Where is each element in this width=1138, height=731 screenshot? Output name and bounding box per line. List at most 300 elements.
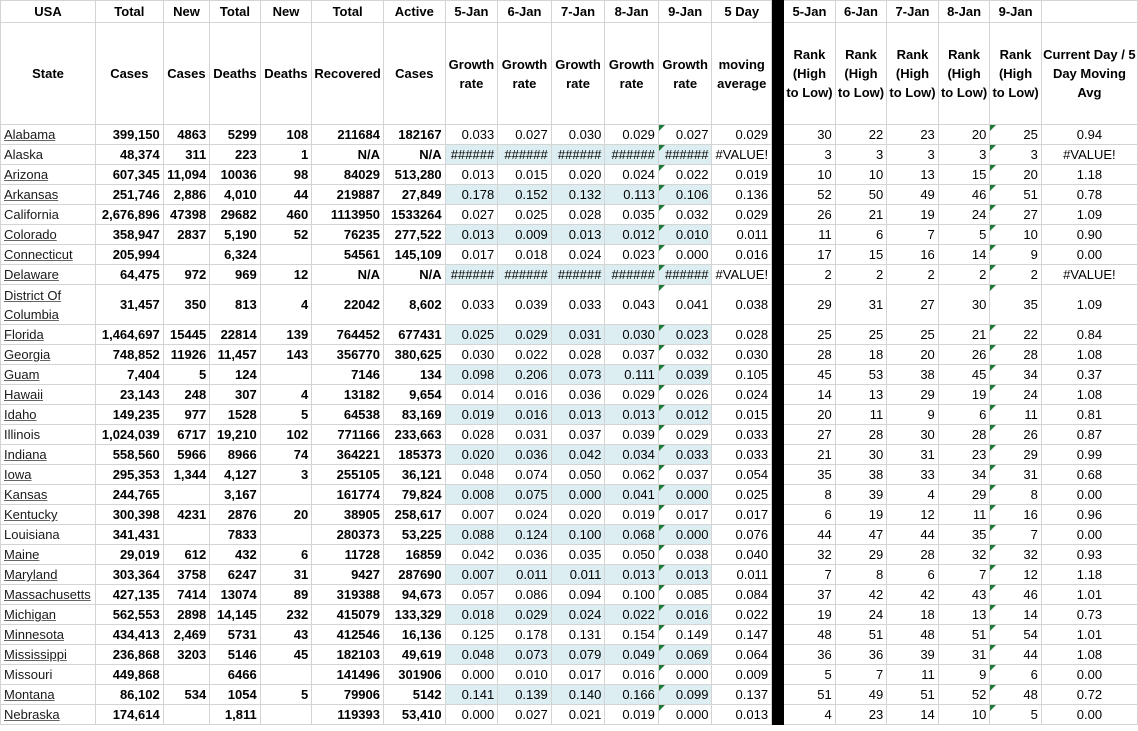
cell-rank-6jan[interactable]: 7	[835, 665, 887, 685]
cell-growth-5jan[interactable]: ######	[445, 265, 498, 285]
cell-new-deaths[interactable]: 6	[260, 545, 312, 565]
cell-growth-8jan[interactable]: 0.041	[605, 485, 659, 505]
cell-active-cases[interactable]: 8,602	[384, 285, 446, 325]
cell-growth-6jan[interactable]: 0.027	[498, 705, 552, 725]
cell-total-cases[interactable]: 86,102	[96, 685, 164, 705]
cell-total-recovered[interactable]: 76235	[312, 225, 384, 245]
cell-new-cases[interactable]: 5966	[163, 445, 209, 465]
cell-total-cases[interactable]: 29,019	[96, 545, 164, 565]
cell-total-cases[interactable]: 7,404	[96, 365, 164, 385]
cell-total-deaths[interactable]: 8966	[210, 445, 261, 465]
cell-rank-8jan[interactable]: 34	[938, 465, 990, 485]
cell-growth-8jan[interactable]: 0.068	[605, 525, 659, 545]
cell-total-deaths[interactable]: 13074	[210, 585, 261, 605]
cell-growth-7jan[interactable]: 0.028	[551, 205, 605, 225]
cell-growth-7jan[interactable]: 0.037	[551, 425, 605, 445]
cell-state[interactable]: Idaho	[1, 405, 96, 425]
cell-growth-7jan[interactable]: 7-Jan	[551, 1, 605, 23]
cell-total-cases[interactable]: 558,560	[96, 445, 164, 465]
cell-new-cases[interactable]: 612	[163, 545, 209, 565]
cell-new-cases[interactable]: 6717	[163, 425, 209, 445]
cell-rank-8jan[interactable]: 13	[938, 605, 990, 625]
cell-moving-average[interactable]: 0.024	[712, 385, 772, 405]
cell-new-cases[interactable]: 248	[163, 385, 209, 405]
cell-moving-average[interactable]: 0.029	[712, 205, 772, 225]
cell-moving-average[interactable]: 0.011	[712, 225, 772, 245]
cell-total-deaths[interactable]: 4,010	[210, 185, 261, 205]
cell-new-cases[interactable]: 3203	[163, 645, 209, 665]
cell-rank-7jan[interactable]: 42	[887, 585, 939, 605]
cell-rank-9jan[interactable]: 28	[990, 345, 1042, 365]
cell-growth-6jan[interactable]: 0.009	[498, 225, 552, 245]
cell-growth-5jan[interactable]: 0.000	[445, 665, 498, 685]
cell-growth-9jan[interactable]: 0.026	[658, 385, 712, 405]
cell-rank-7jan[interactable]: 39	[887, 645, 939, 665]
cell-moving-average[interactable]: 0.025	[712, 485, 772, 505]
cell-growth-7jan[interactable]: 0.013	[551, 405, 605, 425]
cell-rank-5jan[interactable]: 45	[784, 365, 836, 385]
cell-rank-6jan[interactable]: 19	[835, 505, 887, 525]
cell-state[interactable]: Nebraska	[1, 705, 96, 725]
cell-rank-6jan[interactable]: 2	[835, 265, 887, 285]
cell-current-vs-avg[interactable]: 1.18	[1041, 165, 1137, 185]
cell-growth-8jan[interactable]: 0.111	[605, 365, 659, 385]
cell-rank-6jan[interactable]: 31	[835, 285, 887, 325]
cell-growth-7jan[interactable]: 0.000	[551, 485, 605, 505]
cell-rank-5jan[interactable]: 51	[784, 685, 836, 705]
cell-growth-5jan[interactable]: 0.014	[445, 385, 498, 405]
cell-growth-8jan[interactable]: 0.019	[605, 505, 659, 525]
cell-rank-7jan[interactable]: 12	[887, 505, 939, 525]
cell-state[interactable]: Illinois	[1, 425, 96, 445]
cell-total-deaths[interactable]: Total	[210, 1, 261, 23]
cell-growth-9jan[interactable]: ######	[658, 265, 712, 285]
cell-rank-9jan[interactable]: 32	[990, 545, 1042, 565]
cell-total-cases[interactable]: 607,345	[96, 165, 164, 185]
cell-state[interactable]: Montana	[1, 685, 96, 705]
cell-growth-5jan[interactable]: Growth rate	[445, 23, 498, 125]
cell-active-cases[interactable]: N/A	[384, 265, 446, 285]
cell-rank-5jan[interactable]: 11	[784, 225, 836, 245]
cell-growth-7jan[interactable]: Growth rate	[551, 23, 605, 125]
cell-total-recovered[interactable]: 182103	[312, 645, 384, 665]
cell-growth-8jan[interactable]: 0.022	[605, 605, 659, 625]
cell-total-recovered[interactable]: 38905	[312, 505, 384, 525]
cell-state[interactable]: Massachusetts	[1, 585, 96, 605]
cell-rank-8jan[interactable]: 21	[938, 325, 990, 345]
cell-current-vs-avg[interactable]: 0.37	[1041, 365, 1137, 385]
cell-total-deaths[interactable]: 19,210	[210, 425, 261, 445]
cell-new-cases[interactable]: 2,469	[163, 625, 209, 645]
cell-state[interactable]: Colorado	[1, 225, 96, 245]
cell-growth-6jan[interactable]: 0.036	[498, 445, 552, 465]
cell-growth-8jan[interactable]: 0.166	[605, 685, 659, 705]
cell-total-cases[interactable]: 562,553	[96, 605, 164, 625]
cell-total-deaths[interactable]: 223	[210, 145, 261, 165]
cell-new-deaths[interactable]: 5	[260, 405, 312, 425]
cell-moving-average[interactable]: 0.137	[712, 685, 772, 705]
cell-growth-7jan[interactable]: 0.094	[551, 585, 605, 605]
cell-rank-7jan[interactable]: 38	[887, 365, 939, 385]
cell-active-cases[interactable]: 134	[384, 365, 446, 385]
cell-growth-5jan[interactable]: 0.013	[445, 225, 498, 245]
cell-rank-9jan[interactable]: 29	[990, 445, 1042, 465]
cell-total-cases[interactable]: 48,374	[96, 145, 164, 165]
cell-rank-6jan[interactable]: 50	[835, 185, 887, 205]
cell-state[interactable]: Maine	[1, 545, 96, 565]
cell-growth-8jan[interactable]: 0.013	[605, 565, 659, 585]
cell-total-deaths[interactable]: 813	[210, 285, 261, 325]
cell-active-cases[interactable]: 79,824	[384, 485, 446, 505]
cell-state[interactable]: Alaska	[1, 145, 96, 165]
cell-growth-7jan[interactable]: 0.033	[551, 285, 605, 325]
cell-new-cases[interactable]: 972	[163, 265, 209, 285]
cell-rank-9jan[interactable]: 9	[990, 245, 1042, 265]
cell-new-deaths[interactable]	[260, 365, 312, 385]
cell-current-vs-avg[interactable]: 0.99	[1041, 445, 1137, 465]
cell-rank-7jan[interactable]: 48	[887, 625, 939, 645]
cell-state[interactable]: Arizona	[1, 165, 96, 185]
cell-total-recovered[interactable]: 84029	[312, 165, 384, 185]
cell-rank-6jan[interactable]: 38	[835, 465, 887, 485]
cell-total-cases[interactable]: 748,852	[96, 345, 164, 365]
cell-growth-7jan[interactable]: 0.140	[551, 685, 605, 705]
cell-rank-6jan[interactable]: 15	[835, 245, 887, 265]
cell-growth-5jan[interactable]: 0.033	[445, 125, 498, 145]
cell-growth-7jan[interactable]: ######	[551, 265, 605, 285]
cell-rank-6jan[interactable]: 8	[835, 565, 887, 585]
cell-total-recovered[interactable]: 280373	[312, 525, 384, 545]
cell-growth-8jan[interactable]: 0.113	[605, 185, 659, 205]
cell-rank-6jan[interactable]: 3	[835, 145, 887, 165]
cell-rank-9jan[interactable]: 26	[990, 425, 1042, 445]
cell-rank-9jan[interactable]: 46	[990, 585, 1042, 605]
cell-total-cases[interactable]: 205,994	[96, 245, 164, 265]
cell-total-deaths[interactable]: 1054	[210, 685, 261, 705]
cell-growth-5jan[interactable]: 0.178	[445, 185, 498, 205]
cell-active-cases[interactable]: 133,329	[384, 605, 446, 625]
cell-rank-5jan[interactable]: 29	[784, 285, 836, 325]
cell-rank-5jan[interactable]: 48	[784, 625, 836, 645]
cell-rank-5jan[interactable]: 17	[784, 245, 836, 265]
cell-new-deaths[interactable]: 1	[260, 145, 312, 165]
cell-active-cases[interactable]: 83,169	[384, 405, 446, 425]
cell-new-deaths[interactable]: 232	[260, 605, 312, 625]
cell-rank-9jan[interactable]: 12	[990, 565, 1042, 585]
cell-growth-9jan[interactable]: 0.038	[658, 545, 712, 565]
cell-total-deaths[interactable]: 124	[210, 365, 261, 385]
cell-rank-7jan[interactable]: 28	[887, 545, 939, 565]
cell-total-cases[interactable]: 236,868	[96, 645, 164, 665]
cell-rank-9jan[interactable]: 51	[990, 185, 1042, 205]
cell-total-cases[interactable]: 251,746	[96, 185, 164, 205]
cell-growth-7jan[interactable]: 0.020	[551, 505, 605, 525]
cell-new-cases[interactable]	[163, 245, 209, 265]
cell-growth-9jan[interactable]: 0.000	[658, 485, 712, 505]
cell-growth-7jan[interactable]: 0.132	[551, 185, 605, 205]
cell-rank-9jan[interactable]: 20	[990, 165, 1042, 185]
cell-growth-9jan[interactable]: 9-Jan	[658, 1, 712, 23]
cell-rank-8jan[interactable]: 30	[938, 285, 990, 325]
cell-rank-6jan[interactable]: 39	[835, 485, 887, 505]
cell-current-vs-avg[interactable]: 0.78	[1041, 185, 1137, 205]
cell-growth-7jan[interactable]: 0.036	[551, 385, 605, 405]
cell-rank-5jan[interactable]: 52	[784, 185, 836, 205]
cell-rank-7jan[interactable]: 27	[887, 285, 939, 325]
cell-new-cases[interactable]: 4231	[163, 505, 209, 525]
cell-growth-9jan[interactable]: 0.022	[658, 165, 712, 185]
cell-new-deaths[interactable]: 12	[260, 265, 312, 285]
cell-state[interactable]: District Of Columbia	[1, 285, 96, 325]
cell-rank-6jan[interactable]: 24	[835, 605, 887, 625]
cell-growth-6jan[interactable]: 0.029	[498, 325, 552, 345]
cell-growth-6jan[interactable]: 0.025	[498, 205, 552, 225]
cell-total-cases[interactable]: 427,135	[96, 585, 164, 605]
cell-total-recovered[interactable]: N/A	[312, 265, 384, 285]
cell-rank-8jan[interactable]: 45	[938, 365, 990, 385]
cell-total-cases[interactable]: Total	[96, 1, 164, 23]
cell-growth-6jan[interactable]: 0.031	[498, 425, 552, 445]
cell-current-vs-avg[interactable]: 1.09	[1041, 285, 1137, 325]
cell-active-cases[interactable]: 380,625	[384, 345, 446, 365]
cell-state[interactable]: Louisiana	[1, 525, 96, 545]
cell-rank-6jan[interactable]: 30	[835, 445, 887, 465]
cell-growth-5jan[interactable]: 0.007	[445, 505, 498, 525]
cell-current-vs-avg[interactable]: 0.96	[1041, 505, 1137, 525]
cell-current-vs-avg[interactable]: #VALUE!	[1041, 265, 1137, 285]
cell-growth-5jan[interactable]: 0.000	[445, 705, 498, 725]
cell-new-cases[interactable]: 47398	[163, 205, 209, 225]
cell-rank-9jan[interactable]: 2	[990, 265, 1042, 285]
cell-growth-7jan[interactable]: 0.030	[551, 125, 605, 145]
cell-growth-8jan[interactable]: 8-Jan	[605, 1, 659, 23]
cell-active-cases[interactable]: N/A	[384, 145, 446, 165]
cell-active-cases[interactable]: 53,225	[384, 525, 446, 545]
cell-total-recovered[interactable]: 141496	[312, 665, 384, 685]
cell-moving-average[interactable]: 0.030	[712, 345, 772, 365]
cell-growth-9jan[interactable]: 0.000	[658, 705, 712, 725]
cell-current-vs-avg[interactable]	[1041, 1, 1137, 23]
cell-growth-7jan[interactable]: 0.028	[551, 345, 605, 365]
cell-new-deaths[interactable]	[260, 485, 312, 505]
cell-moving-average[interactable]: 0.064	[712, 645, 772, 665]
cell-total-cases[interactable]: 303,364	[96, 565, 164, 585]
cell-total-cases[interactable]: 341,431	[96, 525, 164, 545]
cell-rank-8jan[interactable]: 51	[938, 625, 990, 645]
cell-total-deaths[interactable]: 11,457	[210, 345, 261, 365]
cell-new-cases[interactable]: 2898	[163, 605, 209, 625]
cell-rank-5jan[interactable]: 10	[784, 165, 836, 185]
cell-rank-6jan[interactable]: 51	[835, 625, 887, 645]
cell-moving-average[interactable]: 0.033	[712, 445, 772, 465]
cell-moving-average[interactable]: 0.022	[712, 605, 772, 625]
cell-current-vs-avg[interactable]: 0.90	[1041, 225, 1137, 245]
cell-moving-average[interactable]: 0.009	[712, 665, 772, 685]
cell-growth-8jan[interactable]: 0.013	[605, 405, 659, 425]
cell-state[interactable]: Hawaii	[1, 385, 96, 405]
cell-total-deaths[interactable]: 5,190	[210, 225, 261, 245]
cell-total-cases[interactable]: 399,150	[96, 125, 164, 145]
cell-new-cases[interactable]	[163, 705, 209, 725]
cell-new-deaths[interactable]: New	[260, 1, 312, 23]
cell-new-deaths[interactable]: 45	[260, 645, 312, 665]
cell-total-deaths[interactable]: 22814	[210, 325, 261, 345]
cell-current-vs-avg[interactable]: 0.87	[1041, 425, 1137, 445]
cell-growth-5jan[interactable]: 0.098	[445, 365, 498, 385]
cell-rank-8jan[interactable]: 9	[938, 665, 990, 685]
cell-state[interactable]: Iowa	[1, 465, 96, 485]
cell-new-cases[interactable]: 7414	[163, 585, 209, 605]
cell-new-deaths[interactable]: Deaths	[260, 23, 312, 125]
cell-new-cases[interactable]	[163, 525, 209, 545]
cell-new-cases[interactable]: 534	[163, 685, 209, 705]
cell-total-deaths[interactable]: 7833	[210, 525, 261, 545]
cell-growth-6jan[interactable]: ######	[498, 145, 552, 165]
cell-rank-5jan[interactable]: Rank (High to Low)	[784, 23, 836, 125]
cell-rank-9jan[interactable]: 24	[990, 385, 1042, 405]
cell-rank-5jan[interactable]: 14	[784, 385, 836, 405]
cell-growth-6jan[interactable]: 0.011	[498, 565, 552, 585]
cell-total-recovered[interactable]: 764452	[312, 325, 384, 345]
cell-growth-7jan[interactable]: ######	[551, 145, 605, 165]
cell-total-recovered[interactable]: N/A	[312, 145, 384, 165]
cell-total-cases[interactable]: 23,143	[96, 385, 164, 405]
cell-new-cases[interactable]: New	[163, 1, 209, 23]
cell-growth-6jan[interactable]: ######	[498, 265, 552, 285]
cell-active-cases[interactable]: Active	[384, 1, 446, 23]
cell-current-vs-avg[interactable]: 0.68	[1041, 465, 1137, 485]
cell-current-vs-avg[interactable]: 0.93	[1041, 545, 1137, 565]
cell-rank-9jan[interactable]: 27	[990, 205, 1042, 225]
cell-moving-average[interactable]: 0.084	[712, 585, 772, 605]
cell-total-deaths[interactable]: 5146	[210, 645, 261, 665]
cell-growth-8jan[interactable]: 0.154	[605, 625, 659, 645]
cell-current-vs-avg[interactable]: #VALUE!	[1041, 145, 1137, 165]
cell-total-deaths[interactable]: Deaths	[210, 23, 261, 125]
cell-growth-5jan[interactable]: 0.088	[445, 525, 498, 545]
cell-growth-6jan[interactable]: 0.016	[498, 385, 552, 405]
cell-rank-6jan[interactable]: 22	[835, 125, 887, 145]
cell-rank-5jan[interactable]: 35	[784, 465, 836, 485]
cell-total-cases[interactable]: 358,947	[96, 225, 164, 245]
cell-total-cases[interactable]: 295,353	[96, 465, 164, 485]
cell-active-cases[interactable]: 36,121	[384, 465, 446, 485]
cell-growth-5jan[interactable]: 0.141	[445, 685, 498, 705]
cell-growth-7jan[interactable]: 0.024	[551, 605, 605, 625]
cell-growth-8jan[interactable]: 0.023	[605, 245, 659, 265]
cell-growth-7jan[interactable]: 0.011	[551, 565, 605, 585]
cell-state[interactable]: Minnesota	[1, 625, 96, 645]
cell-growth-6jan[interactable]: 6-Jan	[498, 1, 552, 23]
cell-rank-5jan[interactable]: 8	[784, 485, 836, 505]
cell-growth-6jan[interactable]: 0.029	[498, 605, 552, 625]
cell-new-cases[interactable]: 311	[163, 145, 209, 165]
cell-growth-9jan[interactable]: 0.016	[658, 605, 712, 625]
cell-current-vs-avg[interactable]: 1.01	[1041, 625, 1137, 645]
cell-rank-6jan[interactable]: 36	[835, 645, 887, 665]
cell-growth-9jan[interactable]: ######	[658, 145, 712, 165]
cell-total-recovered[interactable]: 319388	[312, 585, 384, 605]
cell-growth-8jan[interactable]: 0.035	[605, 205, 659, 225]
cell-rank-6jan[interactable]: 49	[835, 685, 887, 705]
cell-total-deaths[interactable]: 432	[210, 545, 261, 565]
cell-rank-8jan[interactable]: 14	[938, 245, 990, 265]
cell-new-deaths[interactable]: 460	[260, 205, 312, 225]
cell-rank-6jan[interactable]: 23	[835, 705, 887, 725]
cell-moving-average[interactable]: 5 Day	[712, 1, 772, 23]
cell-total-recovered[interactable]: 22042	[312, 285, 384, 325]
cell-active-cases[interactable]: 16,136	[384, 625, 446, 645]
cell-moving-average[interactable]: moving average	[712, 23, 772, 125]
cell-growth-5jan[interactable]: 0.028	[445, 425, 498, 445]
cell-total-recovered[interactable]: 255105	[312, 465, 384, 485]
cell-current-vs-avg[interactable]: 1.08	[1041, 645, 1137, 665]
cell-total-deaths[interactable]: 5299	[210, 125, 261, 145]
cell-rank-6jan[interactable]: 6-Jan	[835, 1, 887, 23]
cell-active-cases[interactable]: 94,673	[384, 585, 446, 605]
cell-moving-average[interactable]: 0.040	[712, 545, 772, 565]
cell-state[interactable]: Connecticut	[1, 245, 96, 265]
cell-new-deaths[interactable]	[260, 245, 312, 265]
cell-rank-9jan[interactable]: 7	[990, 525, 1042, 545]
cell-rank-8jan[interactable]: 23	[938, 445, 990, 465]
cell-new-cases[interactable]: 2837	[163, 225, 209, 245]
cell-new-cases[interactable]: 977	[163, 405, 209, 425]
cell-growth-7jan[interactable]: 0.131	[551, 625, 605, 645]
cell-new-cases[interactable]: 5	[163, 365, 209, 385]
cell-rank-9jan[interactable]: 16	[990, 505, 1042, 525]
cell-rank-6jan[interactable]: 21	[835, 205, 887, 225]
cell-total-recovered[interactable]: 161774	[312, 485, 384, 505]
cell-rank-8jan[interactable]: 32	[938, 545, 990, 565]
cell-current-vs-avg[interactable]: 0.72	[1041, 685, 1137, 705]
cell-current-vs-avg[interactable]: 0.73	[1041, 605, 1137, 625]
cell-rank-5jan[interactable]: 20	[784, 405, 836, 425]
cell-growth-5jan[interactable]: 0.020	[445, 445, 498, 465]
cell-new-deaths[interactable]: 98	[260, 165, 312, 185]
cell-growth-8jan[interactable]: 0.030	[605, 325, 659, 345]
cell-rank-5jan[interactable]: 44	[784, 525, 836, 545]
cell-active-cases[interactable]: Cases	[384, 23, 446, 125]
cell-growth-8jan[interactable]: 0.034	[605, 445, 659, 465]
cell-growth-6jan[interactable]: 0.086	[498, 585, 552, 605]
cell-rank-5jan[interactable]: 4	[784, 705, 836, 725]
cell-total-cases[interactable]: 449,868	[96, 665, 164, 685]
cell-growth-8jan[interactable]: 0.016	[605, 665, 659, 685]
cell-rank-8jan[interactable]: Rank (High to Low)	[938, 23, 990, 125]
cell-rank-8jan[interactable]: 8-Jan	[938, 1, 990, 23]
cell-current-vs-avg[interactable]: 1.08	[1041, 345, 1137, 365]
cell-rank-7jan[interactable]: 30	[887, 425, 939, 445]
cell-rank-6jan[interactable]: 6	[835, 225, 887, 245]
cell-moving-average[interactable]: 0.011	[712, 565, 772, 585]
cell-rank-9jan[interactable]: 10	[990, 225, 1042, 245]
cell-current-vs-avg[interactable]: 0.00	[1041, 245, 1137, 265]
cell-growth-8jan[interactable]: 0.049	[605, 645, 659, 665]
cell-rank-8jan[interactable]: 31	[938, 645, 990, 665]
cell-new-deaths[interactable]	[260, 525, 312, 545]
cell-active-cases[interactable]: 9,654	[384, 385, 446, 405]
cell-new-cases[interactable]: 2,886	[163, 185, 209, 205]
cell-new-deaths[interactable]	[260, 665, 312, 685]
cell-rank-8jan[interactable]: 2	[938, 265, 990, 285]
cell-rank-5jan[interactable]: 7	[784, 565, 836, 585]
cell-growth-7jan[interactable]: 0.031	[551, 325, 605, 345]
cell-growth-9jan[interactable]: 0.033	[658, 445, 712, 465]
cell-moving-average[interactable]: 0.076	[712, 525, 772, 545]
cell-growth-9jan[interactable]: 0.027	[658, 125, 712, 145]
cell-new-deaths[interactable]: 20	[260, 505, 312, 525]
